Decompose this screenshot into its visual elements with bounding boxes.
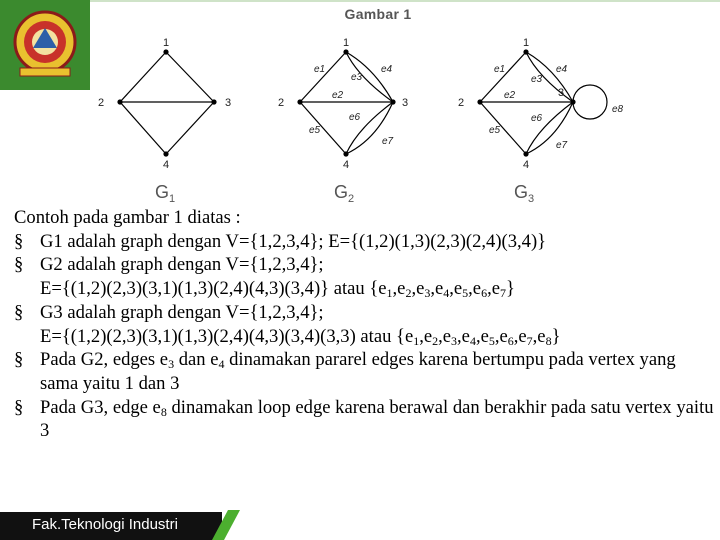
g2-edge-label-e7: e7: [382, 136, 394, 147]
g2-edge-label-e6: e6: [349, 112, 361, 123]
bullet-mark: §: [14, 230, 24, 252]
figure-title: Gambar 1: [344, 6, 412, 22]
g2-vertex-3: 3: [402, 97, 409, 109]
g1-vertex-2: 2: [98, 97, 105, 109]
bullet-g1: [14, 230, 714, 254]
bullet-loop-edge-text: Pada G3, edge $e_8$ dinamakan loop edge karena berawal dan berakhir pada satu vertex yaitu 3: [40, 396, 714, 442]
g2-edge-label-e1: e1: [314, 64, 326, 75]
g3-caption: $G_3$: [514, 182, 535, 205]
bullet-g2-line1: G2 adalah graph dengan V={1,2,3,4};: [40, 254, 324, 276]
g3-edge-label-e3: e3: [531, 74, 543, 85]
bullet-g2: [14, 253, 714, 300]
bullet-g3-line1: G3 adalah graph dengan V={1,2,3,4};: [40, 301, 324, 323]
g3-vertex-1: 1: [523, 37, 530, 49]
bullet-parallel-edges-text: Pada G2, edges $e_3$ dan $e_4$ dinamakan pararel edges karena bertumpu pada vertex yang sama yaitu 1 dan 3: [40, 349, 676, 394]
graph-figure: [0, 0, 720, 206]
g2-edge-label-e3: e3: [351, 72, 363, 83]
g3-vertex-3: 3: [558, 87, 565, 99]
bullet-mark: §: [14, 349, 24, 371]
g1-vertex-1: 1: [163, 37, 170, 49]
g3-edge-label-e1: e1: [494, 64, 506, 75]
g2-vertex-4: 4: [343, 159, 350, 171]
g2-edge-label-e4: e4: [381, 64, 393, 75]
bullet-mark: §: [14, 396, 24, 418]
bullet-mark: §: [14, 254, 24, 276]
slide-body: [14, 206, 714, 443]
g1-vertex-3: 3: [225, 97, 232, 109]
footer-accent-stripe: [212, 510, 240, 540]
g2-edge-label-e2: e2: [332, 90, 344, 101]
g3-edge-label-e4: e4: [556, 64, 568, 75]
bullet-g2-line2: E={(1,2)(2,3)(3,1)(1,3)(2,4)(4,3)(3,4)} atau $\{e_1,e_2,e_3,e_4,e_5,e_6,e_7\}$: [40, 278, 515, 301]
g2-vertex-2: 2: [278, 97, 285, 109]
g3-edge-label-e5: e5: [489, 125, 501, 136]
g2-edge-label-e5: e5: [309, 125, 321, 136]
bullet-list: [14, 230, 714, 443]
g3-vertex-2: 2: [458, 97, 465, 109]
g2-caption: $G_2$: [334, 182, 355, 205]
g3-edge-label-e6: e6: [531, 113, 543, 124]
bullet-loop-edge: [14, 396, 714, 443]
footer-label: Fak.Teknologi Industri: [32, 516, 178, 533]
bullet-g3-line2: E={(1,2)(2,3)(3,1)(1,3)(2,4)(4,3)(3,4)(3,3) atau $\{e_1,e_2,e_3,e_4,e_5,e_6,e_7,e_8\}$: [40, 325, 561, 348]
g3-edge-label-e8: e8: [612, 104, 624, 115]
g1-caption: $G_1$: [155, 182, 176, 205]
g2-vertex-1: 1: [343, 37, 350, 49]
g1-vertex-4: 4: [163, 159, 170, 171]
g3-vertex-4: 4: [523, 159, 530, 171]
g3-edge-label-e2: e2: [504, 90, 516, 101]
graph-g1-edges: [120, 52, 214, 154]
intro-text: Contoh pada gambar 1 diatas :: [14, 207, 241, 228]
g3-edge-label-e7: e7: [556, 140, 568, 151]
bullet-mark: §: [14, 301, 24, 323]
bullet-parallel-edges: [14, 348, 714, 395]
bullet-g1-text: G1 adalah graph dengan V={1,2,3,4}; E={(1,2)(1,3)(2,3)(2,4)(3,4)}: [40, 230, 547, 252]
footer: [0, 508, 720, 540]
bullet-g3: [14, 301, 714, 348]
